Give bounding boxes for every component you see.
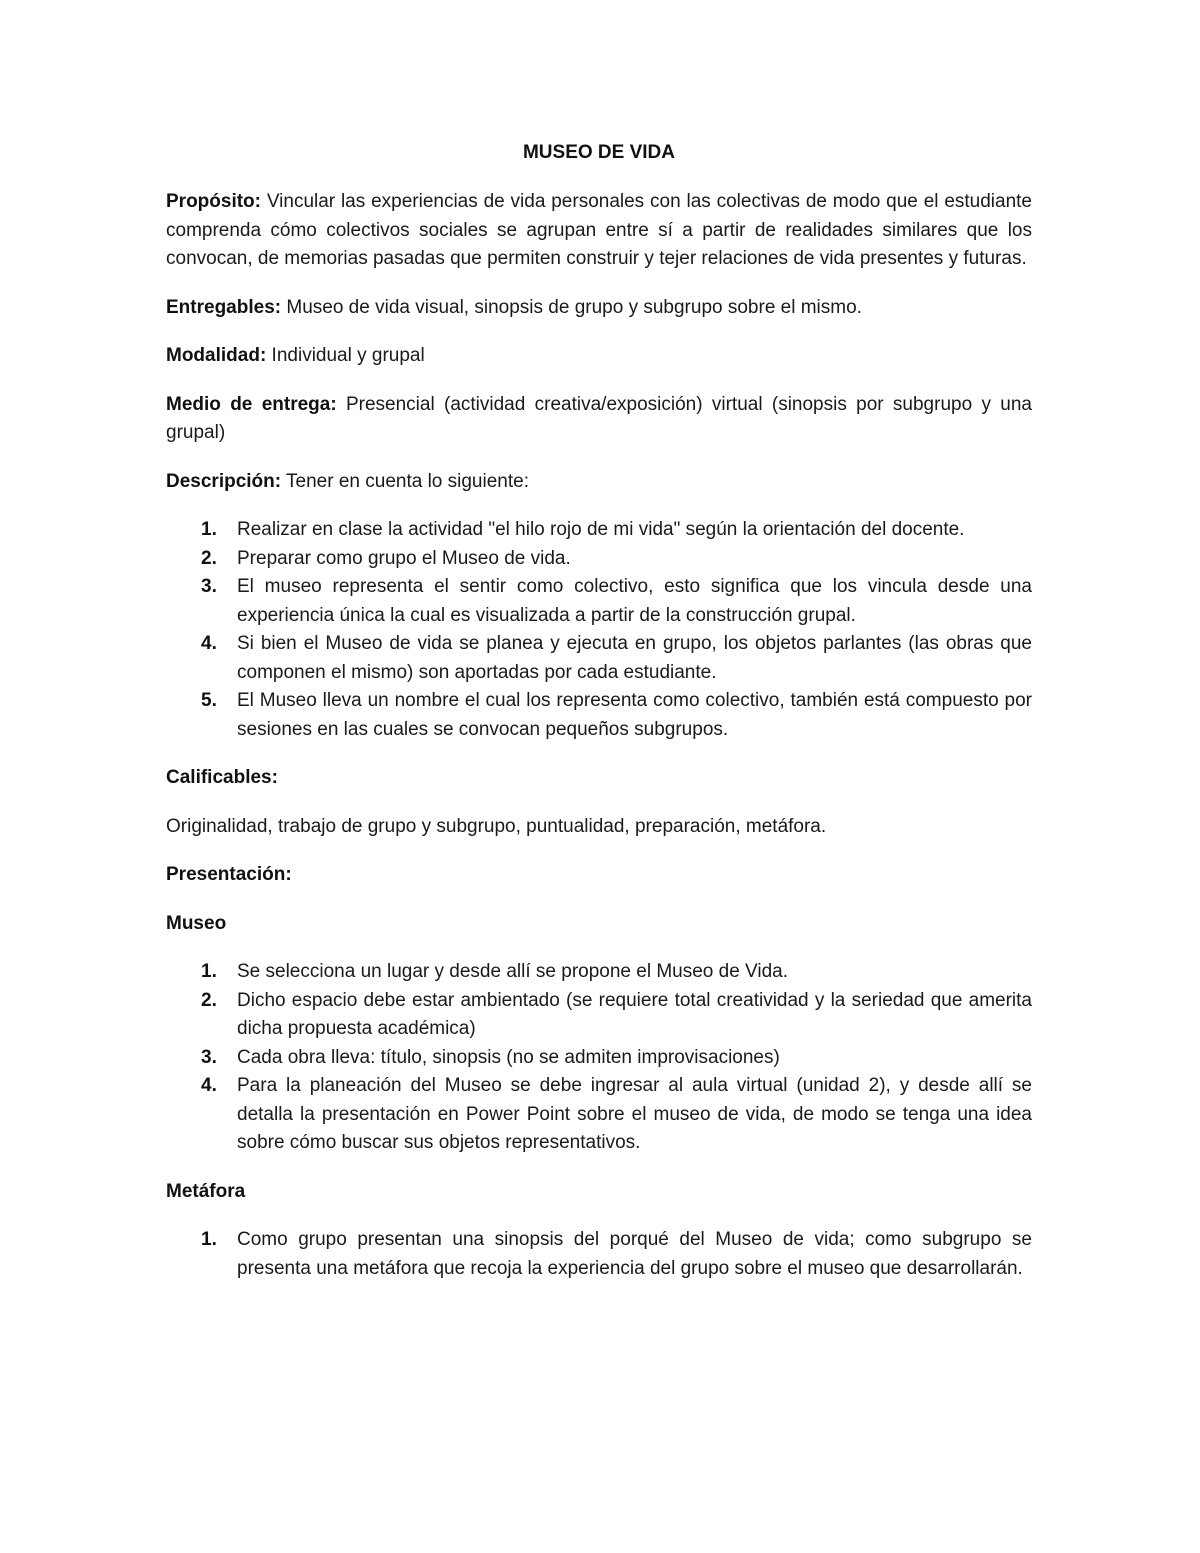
list-text: Preparar como grupo el Museo de vida.	[237, 547, 571, 569]
entregables-text: Museo de vida visual, sinopsis de grupo y subgrupo sobre el mismo.	[281, 296, 862, 318]
list-text: Como grupo presentan una sinopsis del porqué del Museo de vida; como subgrupo se presenta una metáfora que recoja la experiencia del grupo sobre el museo que desarrollarán.	[237, 1229, 1032, 1279]
proposito-label: Propósito:	[166, 191, 261, 212]
entregables-paragraph	[166, 294, 1032, 323]
medio-label: Medio de entrega:	[166, 393, 337, 415]
list-text: Cada obra lleva: título, sinopsis (no se admiten improvisaciones)	[237, 1046, 780, 1068]
list-text: El Museo lleva un nombre el cual los representa como colectivo, también está compuesto por sesiones en las cuales se convocan pequeños subgrupos.	[237, 690, 1032, 740]
list-number: 1.	[201, 519, 217, 540]
descripcion-label: Descripción:	[166, 470, 282, 492]
list-number: 3.	[201, 1046, 217, 1068]
list-text: Dicho espacio debe estar ambientado (se requiere total creatividad y la seriedad que amerita dicha propuesta académica)	[237, 989, 1032, 1039]
list-text: Para la planeación del Museo se debe ingresar al aula virtual (unidad 2), y desde allí se detalla la presentación en Power Point sobre el museo de vida, de modo se tenga una idea sobre cómo buscar sus objetos representativos.	[237, 1075, 1032, 1153]
calificables-text: Originalidad, trabajo de grupo y subgrupo, puntualidad, preparación, metáfora.	[166, 815, 827, 837]
list-item	[166, 573, 1032, 630]
descripcion-paragraph	[166, 468, 1032, 497]
list-text: El museo representa el sentir como colectivo, esto significa que los vincula desde una experiencia única la cual es visualizada a partir de la construcción grupal.	[237, 576, 1032, 626]
descripcion-text: Tener en cuenta lo siguiente:	[281, 470, 529, 492]
list-item	[166, 1226, 1032, 1283]
list-item	[166, 516, 1032, 545]
descripcion-list	[166, 516, 1032, 744]
list-item	[166, 987, 1032, 1044]
list-number: 4.	[201, 633, 217, 654]
list-number: 5.	[201, 690, 217, 711]
modalidad-paragraph	[166, 342, 1032, 371]
list-item	[166, 1044, 1032, 1073]
calificables-heading: Calificables:	[166, 767, 278, 788]
list-item	[166, 958, 1032, 987]
document-content	[166, 138, 1032, 1303]
document-title: MUSEO DE VIDA	[522, 142, 676, 163]
list-number: 2.	[201, 989, 217, 1011]
museo-list	[166, 958, 1032, 1158]
medio-paragraph	[166, 391, 1032, 448]
metafora-list	[166, 1226, 1032, 1283]
modalidad-label: Modalidad:	[166, 345, 267, 366]
medio-text: Presencial (actividad creativa/exposición) virtual (sinopsis por subgrupo y una grupal)	[166, 393, 1032, 443]
list-number: 3.	[201, 576, 217, 597]
metafora-heading: Metáfora	[166, 1180, 246, 1202]
museo-heading: Museo	[166, 912, 227, 934]
list-text: Realizar en clase la actividad "el hilo rojo de mi vida" según la orientación del docente.	[237, 519, 965, 540]
list-item	[166, 1072, 1032, 1158]
modalidad-text: Individual y grupal	[266, 345, 425, 366]
list-number: 1.	[201, 961, 217, 982]
proposito-paragraph	[166, 188, 1032, 274]
entregables-label: Entregables:	[166, 296, 282, 318]
list-text: Si bien el Museo de vida se planea y ejecuta en grupo, los objetos parlantes (las obras que componen el mismo) son aportadas por cada estudiante.	[237, 633, 1032, 683]
list-text: Se selecciona un lugar y desde allí se propone el Museo de Vida.	[237, 961, 789, 982]
proposito-text: Vincular las experiencias de vida personales con las colectivas de modo que el estudiante comprenda cómo colectivos sociales se agrupan entre sí a partir de realidades similares que los convocan, de memorias pasadas que permiten construir y tejer relaciones de vida presentes y futuras.	[166, 191, 1032, 269]
list-number: 2.	[201, 547, 217, 569]
list-item	[166, 630, 1032, 687]
list-item	[166, 687, 1032, 744]
presentacion-heading: Presentación:	[166, 864, 292, 885]
list-number: 4.	[201, 1075, 217, 1096]
list-item	[166, 545, 1032, 574]
list-number: 1.	[201, 1229, 217, 1250]
